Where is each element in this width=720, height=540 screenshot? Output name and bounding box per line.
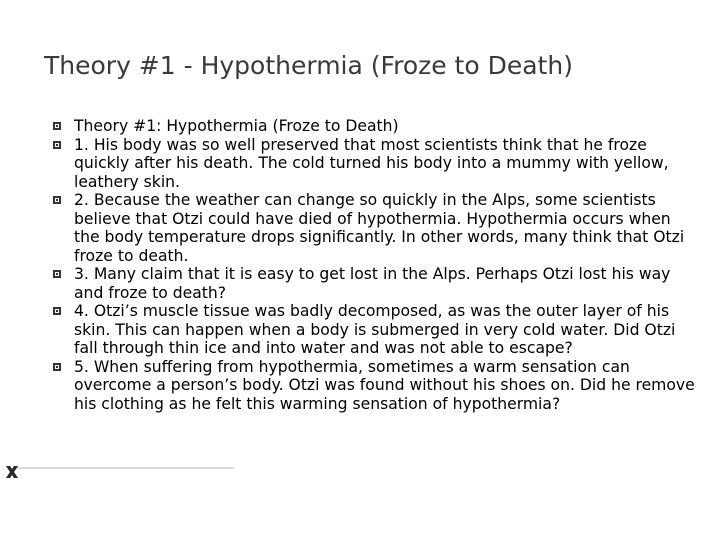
ornamental-bullet-icon	[52, 195, 62, 205]
ornamental-bullet-icon	[52, 121, 62, 131]
bullet-text: 4. Otzi’s muscle tissue was badly decomposed, as was the outer layer of his skin. This can happen when a body is submerged in very cold water. Did Otzi fall through thin ice and into water and was not able to escape?	[74, 302, 676, 357]
bullet-item	[52, 358, 700, 414]
bullet-text: 5. When suffering from hypothermia, sometimes a warm sensation can overcome a person’s body. Otzi was found without his shoes on. Did he remove his clothing as he felt this warming sensation of hypothermia?	[74, 357, 695, 413]
ornamental-bullet-icon	[52, 140, 62, 150]
bullet-item	[52, 302, 700, 358]
bullet-item	[52, 117, 700, 136]
bullet-text: 2. Because the weather can change so quickly in the Alps, some scientists believe that Otzi could have died of hypothermia. Hypothermia occurs when the body temperature drops significantly. In other words, many think that Otzi froze to death.	[74, 191, 685, 265]
bullet-list	[52, 117, 700, 413]
ornamental-bullet-icon	[52, 306, 62, 316]
bullet-text: 3. Many claim that it is easy to get lost in the Alps. Perhaps Otzi lost his way and froze to death?	[74, 265, 671, 302]
bullet-text: 1. His body was so well preserved that most scientists think that he froze quickly after his death. The cold turned his body into a mummy with yellow, leathery skin.	[74, 135, 669, 191]
x-logo-icon	[4, 464, 20, 480]
bullet-text: Theory #1: Hypothermia (Froze to Death)	[74, 117, 399, 135]
footer-watermark	[14, 458, 234, 468]
ornamental-bullet-icon	[52, 269, 62, 279]
slide-title: Theory #1 - Hypothermia (Froze to Death)	[44, 51, 573, 80]
bullet-item	[52, 191, 700, 265]
bullet-item	[52, 265, 700, 302]
ornamental-bullet-icon	[52, 362, 62, 372]
bullet-item	[52, 136, 700, 192]
